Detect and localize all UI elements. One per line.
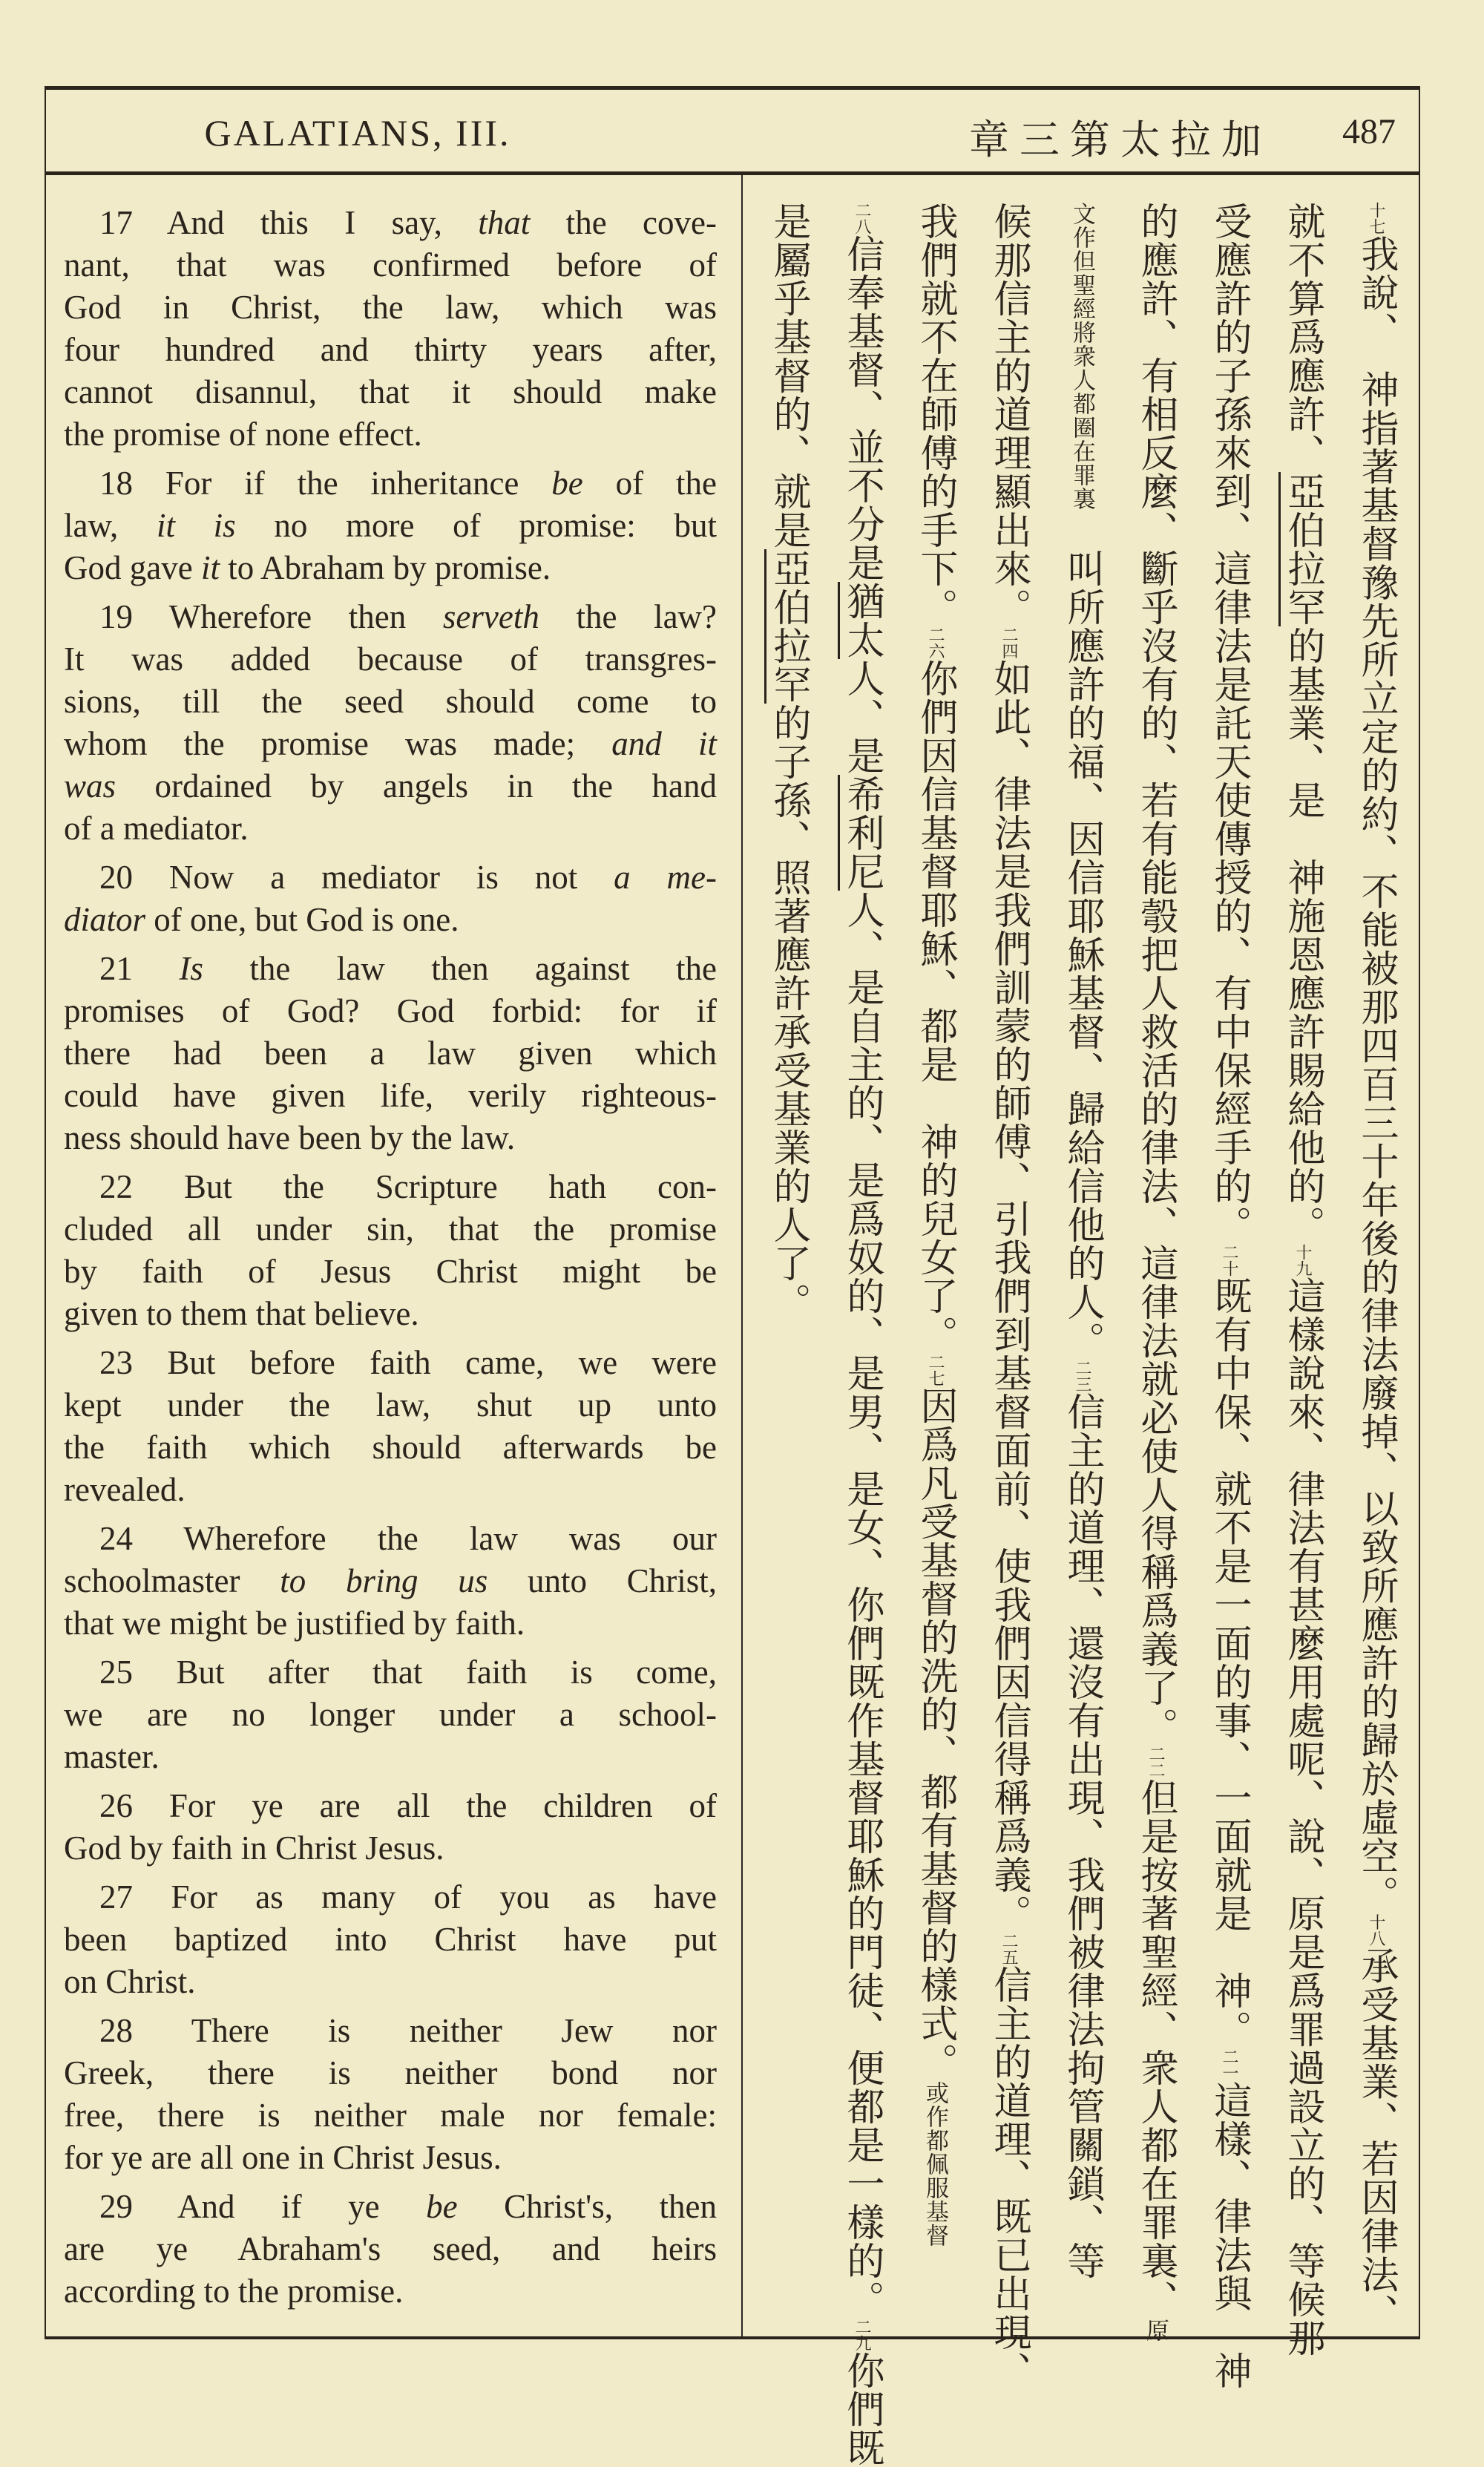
english-verse bbox=[64, 1166, 717, 1335]
text-span: It was added because of transgres- bbox=[64, 640, 717, 678]
text-span: could have given life, verily righteous- bbox=[64, 1077, 717, 1114]
text-line bbox=[64, 2094, 717, 2137]
text-line bbox=[64, 723, 717, 765]
verse-number: 二六 bbox=[926, 626, 945, 659]
chinese-vertical-line bbox=[972, 202, 1045, 2390]
text-line bbox=[64, 2052, 717, 2094]
text-span: kept under the law, shut up unto bbox=[64, 1386, 717, 1423]
verse-number: 十九 bbox=[1293, 1244, 1312, 1277]
text-span: the cove- bbox=[530, 204, 717, 241]
verse-number: 二九 bbox=[853, 2319, 871, 2351]
text-line bbox=[64, 413, 717, 456]
header-bottom-rule bbox=[45, 171, 1420, 175]
english-verse bbox=[64, 2010, 717, 2179]
verse-number: 二四 bbox=[999, 626, 1018, 659]
text-span: no more of promise: but bbox=[235, 507, 717, 544]
verse-number: 十八 bbox=[1367, 1913, 1385, 1947]
text-line bbox=[64, 1032, 717, 1075]
proper-name: 亞伯拉罕 bbox=[764, 549, 810, 704]
text-span: whom the promise was made; bbox=[64, 725, 612, 762]
text-span: 28 There is neither Jew nor bbox=[99, 2012, 717, 2049]
english-verse bbox=[64, 1876, 717, 2003]
running-header-english: GALATIANS, III. bbox=[204, 112, 511, 154]
text-line bbox=[64, 2010, 717, 2052]
text-span: 18 For if the inheritance bbox=[99, 465, 552, 502]
text-line bbox=[64, 1785, 717, 1827]
chinese-text: 這樣說來、律法有甚麼用處呢、說、原是爲罪過設立的、等候那 bbox=[1281, 1277, 1324, 2357]
text-line bbox=[64, 1736, 717, 1778]
chinese-text: 叫所應許的福、因信耶穌基督、歸給信他的人。 bbox=[1060, 511, 1104, 1360]
english-verse bbox=[64, 1651, 717, 1778]
chinese-text: 的應許、有相反麼、斷乎沒有的、若有能彀把人救活的律法、這律法就必使人得稱爲義了。 bbox=[1134, 202, 1178, 1746]
text-line bbox=[64, 462, 717, 505]
proper-name: 猶太 bbox=[838, 582, 884, 659]
chinese-vertical-line bbox=[1339, 202, 1413, 2332]
translation-note: 原 bbox=[1142, 2319, 1169, 2342]
italic-text: diator bbox=[64, 901, 146, 938]
chinese-vertical-line bbox=[1192, 202, 1266, 2390]
text-line bbox=[64, 1602, 717, 1645]
text-span: cluded all under sin, that the promise bbox=[64, 1210, 717, 1248]
chinese-text: 你們因信基督耶穌、都是 神的兒女了。 bbox=[913, 659, 957, 1354]
chinese-text: 我們就不在師傅的手下。 bbox=[913, 202, 957, 626]
text-span: God in Christ, the law, which was bbox=[64, 289, 717, 326]
text-span: of one, but God is one. bbox=[145, 901, 459, 938]
frame-left-rule bbox=[45, 86, 46, 2339]
italic-text: it is bbox=[156, 507, 236, 544]
chinese-text: 受應許的子孫來到、這律法是託天使傳授的、有中保經手的。 bbox=[1207, 202, 1251, 1244]
text-span: law, bbox=[64, 507, 157, 544]
text-line bbox=[64, 1342, 717, 1384]
text-line bbox=[64, 547, 717, 589]
text-line bbox=[64, 948, 717, 990]
chinese-text-column bbox=[748, 202, 1413, 2467]
english-verse bbox=[64, 596, 717, 850]
chinese-text: 但是按著聖經、衆人都在罪裏、 bbox=[1134, 1778, 1178, 2319]
text-span: by faith of Jesus Christ might be bbox=[64, 1253, 717, 1290]
chinese-vertical-line bbox=[899, 202, 972, 2332]
text-line bbox=[64, 1694, 717, 1736]
chinese-vertical-line bbox=[1119, 202, 1192, 2342]
chinese-text: 既有中保、就不是一面的事、一面就是 神。 bbox=[1207, 1277, 1251, 2048]
text-span: promises of God? God forbid: for if bbox=[64, 992, 717, 1029]
chinese-text: 就不算爲應許、 bbox=[1281, 202, 1324, 472]
text-line bbox=[64, 1518, 717, 1560]
text-span: Christ's, then bbox=[457, 2188, 717, 2225]
text-span: given to them that believe. bbox=[64, 1295, 419, 1332]
text-line bbox=[64, 1426, 717, 1469]
column-divider bbox=[741, 175, 743, 2336]
text-span: unto Christ, bbox=[487, 1562, 717, 1599]
chinese-text: 這樣、律法與 神 bbox=[1207, 2081, 1251, 2390]
text-span: there had been a law given which bbox=[64, 1035, 717, 1072]
text-span: we are no longer under a school- bbox=[64, 1696, 717, 1733]
italic-text: be bbox=[426, 2188, 458, 2225]
text-span: according to the promise. bbox=[64, 2273, 404, 2310]
text-line bbox=[64, 2228, 717, 2270]
text-line bbox=[64, 1384, 717, 1426]
text-line bbox=[64, 1166, 717, 1208]
english-verse bbox=[64, 856, 717, 941]
text-line bbox=[64, 1961, 717, 2003]
chinese-vertical-line bbox=[825, 202, 899, 2467]
text-span: the faith which should afterwards be bbox=[64, 1429, 717, 1466]
chinese-vertical-line bbox=[752, 202, 825, 2332]
text-line bbox=[64, 2270, 717, 2313]
text-line bbox=[64, 1651, 717, 1694]
text-span: schoolmaster bbox=[64, 1562, 280, 1599]
chinese-text: 候那信主的道理顯出來。 bbox=[987, 202, 1031, 626]
chinese-text: 人、是 bbox=[840, 659, 884, 775]
chinese-vertical-line bbox=[1266, 202, 1339, 2357]
english-verse bbox=[64, 1785, 717, 1870]
italic-text: that bbox=[478, 204, 531, 241]
text-line bbox=[64, 596, 717, 638]
text-line bbox=[64, 638, 717, 681]
text-span: 22 But the Scripture hath con- bbox=[99, 1168, 717, 1205]
text-span: are ye Abraham's seed, and heirs bbox=[64, 2230, 717, 2267]
verse-number: 二二 bbox=[1146, 1746, 1165, 1778]
italic-text: and it bbox=[611, 725, 717, 762]
text-line bbox=[64, 244, 717, 286]
chinese-text: 是屬乎基督的、就是 bbox=[766, 202, 810, 549]
text-span: four hundred and thirty years after, bbox=[64, 331, 717, 368]
chinese-text: 的子孫、照著應許承受基業的人了。 bbox=[766, 704, 810, 1321]
text-span: God gave bbox=[64, 549, 201, 586]
text-span: 24 Wherefore the law was our bbox=[99, 1520, 717, 1557]
chinese-vertical-line bbox=[1045, 202, 1119, 2332]
text-span: sions, till the seed should come to bbox=[64, 683, 717, 720]
text-span: the law? bbox=[539, 598, 718, 635]
text-span: God by faith in Christ Jesus. bbox=[64, 1829, 444, 1867]
text-span: nant, that was confirmed before of bbox=[64, 246, 717, 284]
text-span: ness should have been by the law. bbox=[64, 1119, 516, 1156]
italic-text: serveth bbox=[442, 598, 539, 635]
verse-number: 二五 bbox=[999, 1933, 1018, 1965]
text-line bbox=[64, 1251, 717, 1293]
chinese-text: 承受基業、若因律法、 bbox=[1354, 1946, 1398, 2333]
text-line bbox=[64, 899, 717, 941]
italic-text: was bbox=[64, 767, 116, 805]
chinese-text: 人、是自主的、是爲奴的、是男、是女、你們既作基督耶穌的門徒、便都是一樣的。 bbox=[840, 891, 884, 2319]
text-span: to Abraham by promise. bbox=[219, 549, 551, 586]
text-line bbox=[64, 1876, 717, 1919]
text-span: of a mediator. bbox=[64, 810, 249, 847]
text-span: 19 Wherefore then bbox=[99, 598, 443, 635]
text-span: master. bbox=[64, 1738, 160, 1775]
proper-name: 希利尼 bbox=[838, 775, 884, 891]
text-line bbox=[64, 329, 717, 371]
text-span: ordained by angels in the hand bbox=[116, 767, 717, 805]
text-line bbox=[64, 1075, 717, 1117]
verse-number: 二十 bbox=[1220, 1244, 1238, 1277]
english-verse bbox=[64, 202, 717, 456]
text-span: free, there is neither male nor female: bbox=[64, 2097, 717, 2134]
english-verse bbox=[64, 462, 717, 589]
verse-number: 二三 bbox=[1073, 1360, 1091, 1392]
english-verse bbox=[64, 948, 717, 1159]
text-line bbox=[64, 807, 717, 850]
text-line bbox=[64, 681, 717, 723]
translation-note: 文作但聖經將衆人都圈在罪裏 bbox=[1068, 202, 1095, 511]
italic-text: a me- bbox=[614, 859, 717, 896]
text-line bbox=[64, 1293, 717, 1335]
chinese-text: 因爲凡受基督的洗的、都有基督的樣式。 bbox=[913, 1386, 957, 2081]
text-span: 23 But before faith came, we were bbox=[99, 1344, 717, 1381]
verse-number: 二一 bbox=[1220, 2048, 1238, 2081]
text-span: the law then against the bbox=[203, 950, 717, 987]
italic-text: it bbox=[200, 549, 220, 586]
text-line bbox=[64, 1560, 717, 1602]
text-line bbox=[64, 202, 717, 244]
text-span: 29 And if ye bbox=[99, 2188, 427, 2225]
text-span: 20 Now a mediator is not bbox=[99, 859, 614, 896]
text-line bbox=[64, 1117, 717, 1159]
text-span: on Christ. bbox=[64, 1963, 196, 2000]
text-span: 25 But after that faith is come, bbox=[99, 1654, 717, 1691]
english-text-column bbox=[64, 202, 717, 2319]
translation-note: 或作都佩服基督 bbox=[922, 2081, 948, 2247]
text-line bbox=[64, 1827, 717, 1870]
text-span: 17 And this I say, bbox=[99, 204, 479, 241]
text-span: 27 For as many of you as have bbox=[99, 1878, 717, 1916]
chinese-text: 如此、律法是我們訓蒙的師傅、引我們到基督面前、使我們因信得稱爲義。 bbox=[987, 659, 1031, 1933]
text-span: been baptized into Christ have put bbox=[64, 1921, 717, 1958]
english-verse bbox=[64, 1518, 717, 1645]
frame-top-rule bbox=[45, 86, 1420, 90]
running-header-chinese: 章三第太拉加 bbox=[969, 117, 1272, 163]
text-line bbox=[64, 856, 717, 899]
text-span: cannot disannul, that it should make bbox=[64, 373, 717, 410]
text-span: Greek, there is neither bond nor bbox=[64, 2054, 717, 2091]
chinese-text: 信奉基督、並不分是 bbox=[840, 235, 884, 582]
text-span: the promise of none effect. bbox=[64, 416, 422, 453]
text-line bbox=[64, 1469, 717, 1511]
italic-text: be bbox=[551, 465, 583, 502]
chinese-text: 的基業、是 神施恩應許賜給他的。 bbox=[1281, 626, 1324, 1244]
english-verse bbox=[64, 1342, 717, 1511]
text-line bbox=[64, 371, 717, 413]
italic-text: Is bbox=[179, 950, 203, 987]
proper-name: 亞伯拉罕 bbox=[1278, 472, 1324, 626]
chinese-text: 你們既 bbox=[840, 2351, 884, 2467]
verse-number: 十七 bbox=[1367, 202, 1385, 235]
text-line bbox=[64, 2186, 717, 2228]
text-line bbox=[64, 1919, 717, 1961]
page-number: 487 bbox=[1342, 112, 1396, 151]
text-line bbox=[64, 2137, 717, 2179]
text-line bbox=[64, 1208, 717, 1251]
verse-number: 二七 bbox=[926, 1354, 945, 1386]
text-line bbox=[64, 990, 717, 1032]
text-span: of the bbox=[582, 465, 717, 502]
text-span: for ye are all one in Christ Jesus. bbox=[64, 2139, 502, 2176]
text-span: 26 For ye are all the children of bbox=[99, 1787, 717, 1824]
text-span: revealed. bbox=[64, 1471, 186, 1508]
text-line bbox=[64, 505, 717, 547]
italic-text: to bring us bbox=[280, 1562, 488, 1599]
text-line bbox=[64, 765, 717, 807]
verse-number: 二八 bbox=[853, 202, 871, 235]
chinese-text: 信主的道理、還沒有出現、我們被律法拘管關鎖、等 bbox=[1060, 1392, 1104, 2280]
frame-right-rule bbox=[1419, 86, 1420, 2339]
chinese-text: 我說、 神指著基督豫先所立定的約、不能被那四百三十年後的律法廢掉、以致所應許的歸於虛空。 bbox=[1354, 235, 1398, 1914]
chinese-text: 信主的道理、既已出現、 bbox=[987, 1965, 1031, 2390]
text-span: that we might be justified by faith. bbox=[64, 1605, 525, 1642]
text-span: 21 bbox=[99, 950, 180, 987]
english-verse bbox=[64, 2186, 717, 2313]
text-line bbox=[64, 286, 717, 329]
